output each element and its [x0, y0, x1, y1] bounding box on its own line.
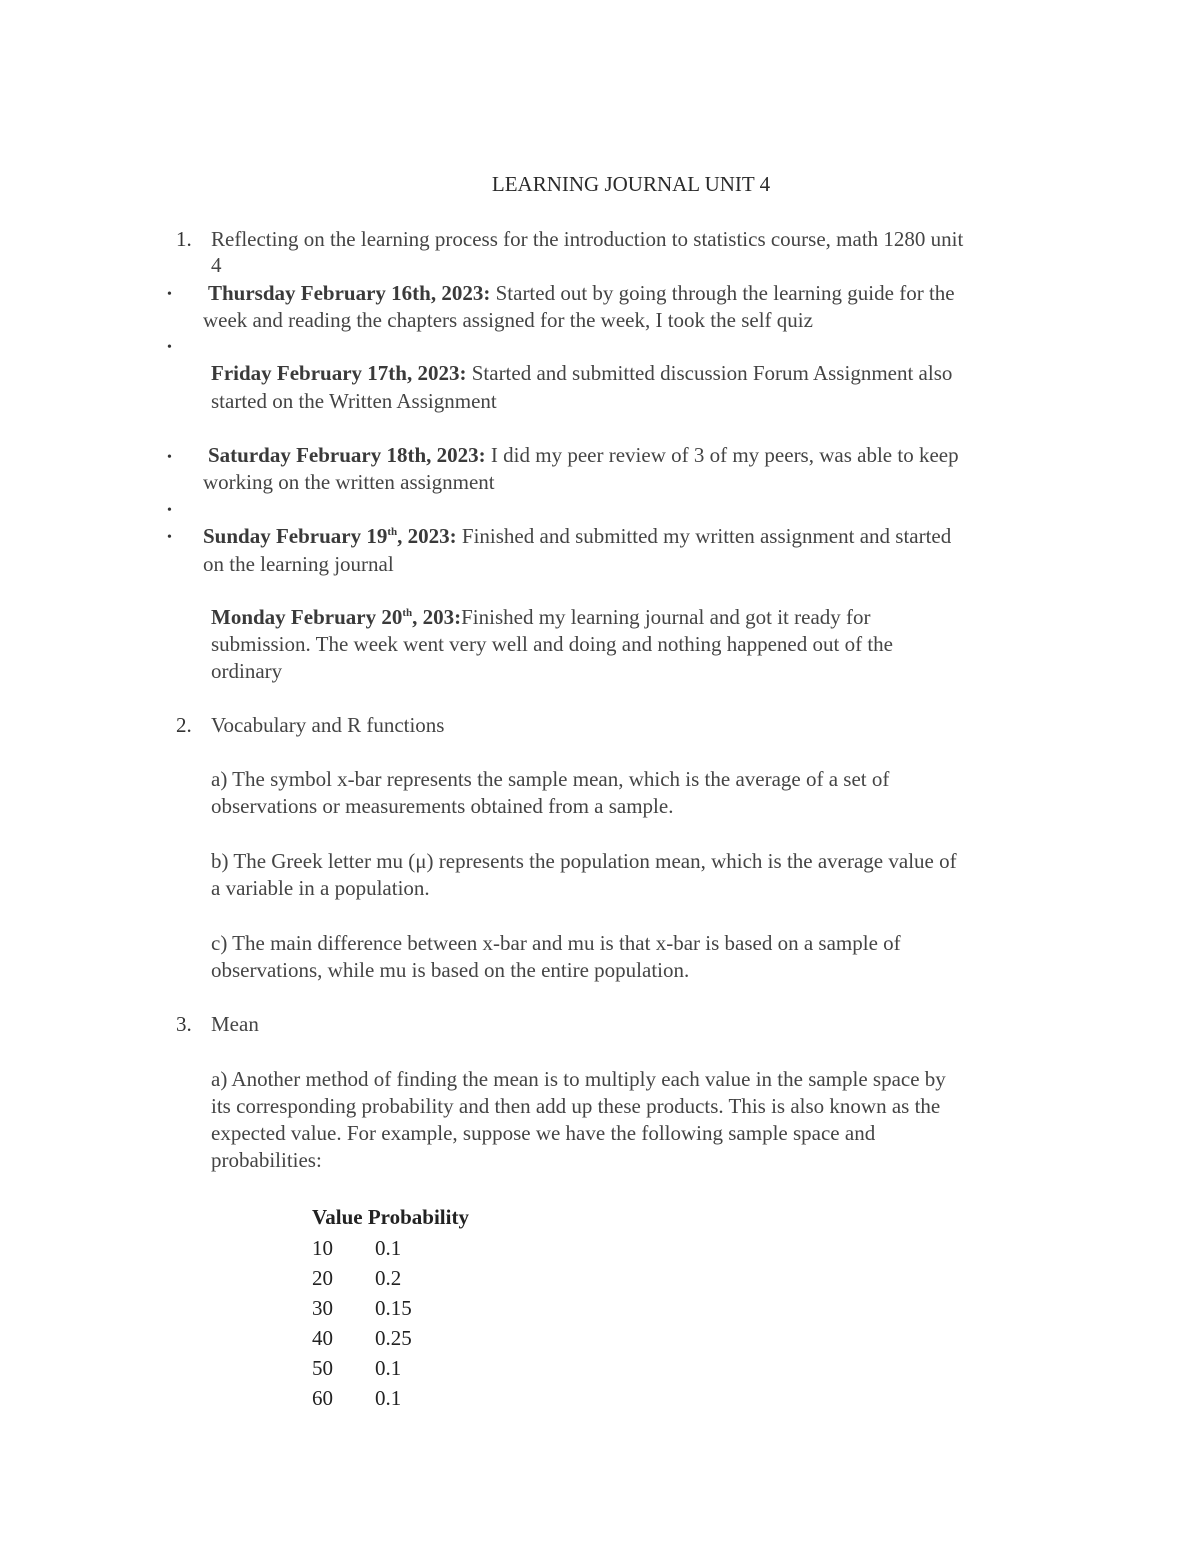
entry-text: I did my peer review of 3 of my peers, was able to keep [490, 443, 959, 467]
entry-text: Started out by going through the learning guide for the [495, 281, 955, 305]
probability-table [312, 1203, 469, 1413]
section-2-b-line1: b) The Greek letter mu (μ) represents the population mean, which is the average value of [211, 849, 957, 873]
section-3-a-line2: its corresponding probability and then add up these products. This is also known as the [211, 1094, 941, 1118]
table-row [312, 1263, 469, 1293]
journal-entry-sunday [203, 523, 951, 550]
bullet-icon: • [167, 450, 172, 465]
entry-date-label: Sunday February 19th, 2023: [203, 524, 457, 548]
table-cell-value: 30 [312, 1296, 333, 1320]
journal-entry-friday-line2: started on the Written Assignment [211, 389, 497, 413]
section-1-heading-line1: Reflecting on the learning process for the introduction to statistics course, math 1280 unit [211, 227, 964, 251]
entry-date-label: Friday February 17th, 2023: [211, 361, 467, 385]
table-cell-probability: 0.1 [375, 1356, 402, 1380]
section-2-a-line2: observations or measurements obtained from a sample. [211, 794, 674, 818]
journal-entry-saturday-line2: working on the written assignment [203, 470, 495, 494]
table-cell-value: 40 [312, 1326, 333, 1350]
table-row [312, 1383, 469, 1413]
table-cell-probability: 0.1 [375, 1386, 402, 1410]
section-2-c-line1: c) The main difference between x-bar and mu is that x-bar is based on a sample of [211, 931, 901, 955]
journal-entry-monday-line3: ordinary [211, 659, 283, 683]
section-3-a-line3: expected value. For example, suppose we have the following sample space and [211, 1121, 876, 1145]
table-row [312, 1293, 469, 1323]
table-header-probability: Probability [367, 1205, 469, 1229]
bullet-icon: • [167, 503, 172, 518]
entry-text: Started and submitted discussion Forum Assignment also [471, 361, 953, 385]
bullet-icon: • [167, 340, 172, 355]
table-cell-probability: 0.2 [375, 1266, 402, 1290]
section-1-number: 1. [176, 227, 192, 251]
table-cell-probability: 0.1 [375, 1236, 402, 1260]
entry-text: Finished my learning journal and got it ready for [461, 605, 871, 629]
bullet-icon: • [167, 287, 172, 302]
section-2-a-line1: a) The symbol x-bar represents the sample mean, which is the average of a set of [211, 767, 890, 791]
table-row [312, 1323, 469, 1353]
journal-entry-thursday-line2: week and reading the chapters assigned for the week, I took the self quiz [203, 308, 813, 332]
table-cell-value: 60 [312, 1386, 333, 1410]
table-row [312, 1353, 469, 1383]
entry-date-label: Monday February 20th, 203: [211, 605, 462, 629]
journal-entry-friday [211, 360, 952, 387]
section-2-c-line2: observations, while mu is based on the entire population. [211, 958, 690, 982]
table-cell-probability: 0.15 [375, 1296, 412, 1320]
section-3-a-line4: probabilities: [211, 1148, 322, 1172]
section-2-number: 2. [176, 713, 192, 737]
journal-entry-thursday [208, 280, 955, 307]
entry-text: Finished and submitted my written assignment and started [461, 524, 952, 548]
table-row [312, 1233, 469, 1263]
section-3-number: 3. [176, 1012, 192, 1036]
section-3-heading: Mean [211, 1012, 259, 1036]
section-3-a-line1: a) Another method of finding the mean is to multiply each value in the sample space by [211, 1067, 946, 1091]
journal-entry-monday-line2: submission. The week went very well and doing and nothing happened out of the [211, 632, 893, 656]
table-cell-value: 50 [312, 1356, 333, 1380]
entry-date-label: Thursday February 16th, 2023: [208, 281, 491, 305]
table-cell-probability: 0.25 [375, 1326, 412, 1350]
page-title: LEARNING JOURNAL UNIT 4 [491, 172, 771, 196]
table-cell-value: 10 [312, 1236, 333, 1260]
section-2-b-line2: a variable in a population. [211, 876, 430, 900]
table-cell-value: 20 [312, 1266, 333, 1290]
journal-entry-monday [211, 604, 871, 631]
section-2-heading: Vocabulary and R functions [211, 713, 445, 737]
bullet-icon: • [167, 530, 172, 545]
section-1-heading-line2: 4 [211, 253, 222, 277]
journal-entry-saturday [208, 442, 959, 469]
table-header-value: Value [312, 1205, 363, 1229]
entry-date-label: Saturday February 18th, 2023: [208, 443, 486, 467]
journal-entry-sunday-line2: on the learning journal [203, 552, 394, 576]
table-header-row [312, 1203, 469, 1233]
